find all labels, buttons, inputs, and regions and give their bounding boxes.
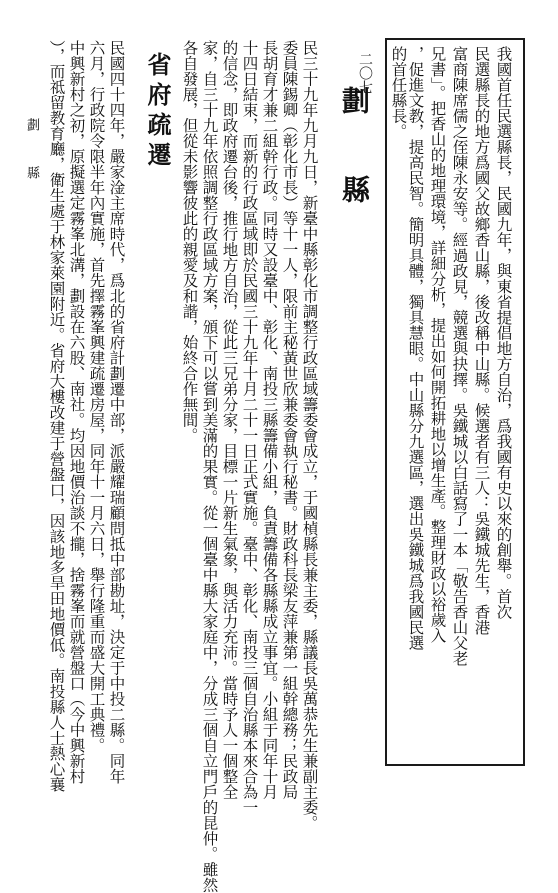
- body-line: 中興新村之初，原擬選定霧峯北溝，劃設在六股、南社。均因地價治談不攏，捨霧峯而就營盤口（今中興新村: [67, 40, 86, 784]
- body-line: 民國四十四年，嚴家淦主席時代，爲北的省府計劃遷中部，派嚴耀瑞顧問抵中部勘址，決定于中投二縣。同年: [107, 40, 126, 784]
- intro-line: 的首任縣長。: [389, 46, 408, 139]
- body-line: 十四日結束，而新的行政區域即於民國三十九年十月二十一日正式實施。臺中、彰化、南投三個自治縣本來合為一: [240, 40, 259, 815]
- intro-line: 富商陳席儒之侄陳永安等。經過政見，競選與抉擇。吳鐵城以白話寫了一本「敬告香山父老: [450, 46, 469, 666]
- section-heading-hua-xian: 劃 縣: [338, 86, 371, 217]
- intro-line: 兄書」。把香山的地理環境，詳細分析，提出如何開拓耕地以增生產。整理財政以裕歲入: [428, 46, 447, 643]
- body-line: 六月，行政院令限半年內實施，首先擇霧峯興建疏遷房屋，同年十一月六日，舉行隆重而盛大開工典禮。: [87, 40, 106, 753]
- body-line: 各自發展，但從未影響彼此的親愛及和諧，始終合作無間。: [180, 40, 199, 443]
- intro-line: 我國首任民選縣長，民國九年，與東省提倡地方自治，爲我國有史以來的創舉。首次: [494, 46, 513, 620]
- body-line: ），而祗留教育廳，衛生處于林家萊園附近。省府大樓改建于營盤口，因該地多旱田地價低。南投縣人士熱心襄: [47, 40, 66, 792]
- intro-line: 民選縣長的地方爲國父故鄉香山縣，後改稱中山縣。候選者有三人：吳鐵城先生，香港: [472, 46, 491, 635]
- body-line: 的信念，即政府遷台後，推行地方自治，從此三兄弟分家，目標一片新生氣象，與活力充沛。當時予人一個整全: [220, 40, 239, 800]
- body-line: 長胡育才兼二組幹行政。同時又設臺中、彰化、南投三縣籌備小組，負責籌備各縣縣成立事宜。小組于同年十月: [260, 40, 279, 800]
- page-number: 二〇七: [357, 52, 373, 94]
- running-footer: 劃 縣: [24, 118, 39, 189]
- body-line: 民三十九年九月九日，新臺中縣彰化市調整行政區域籌委會成立，于國楨縣長兼主委，縣議長吳萬恭先生兼副主委。: [300, 40, 319, 831]
- body-line: 家，自三十九年依照調整行政區域方案，頒下可以嘗到美滿的果實。從一個臺中縣大家庭中，分成三個自立門戶的昆仲。雖然: [200, 40, 219, 893]
- body-line: 委員陳錫卿（彰化市長）等十一人，限前主秘黃世欣兼委會執行秘書。財政科長梁友萍兼第一組幹總務；民政局: [280, 40, 299, 800]
- intro-line: ，促進文教，提高民智。簡明具體，獨具慧眼。中山縣分九選區，選出吳鐵城爲我國民選: [406, 46, 425, 651]
- section-heading-sheng-fu-shu-qian: 省府疏遷: [143, 52, 172, 172]
